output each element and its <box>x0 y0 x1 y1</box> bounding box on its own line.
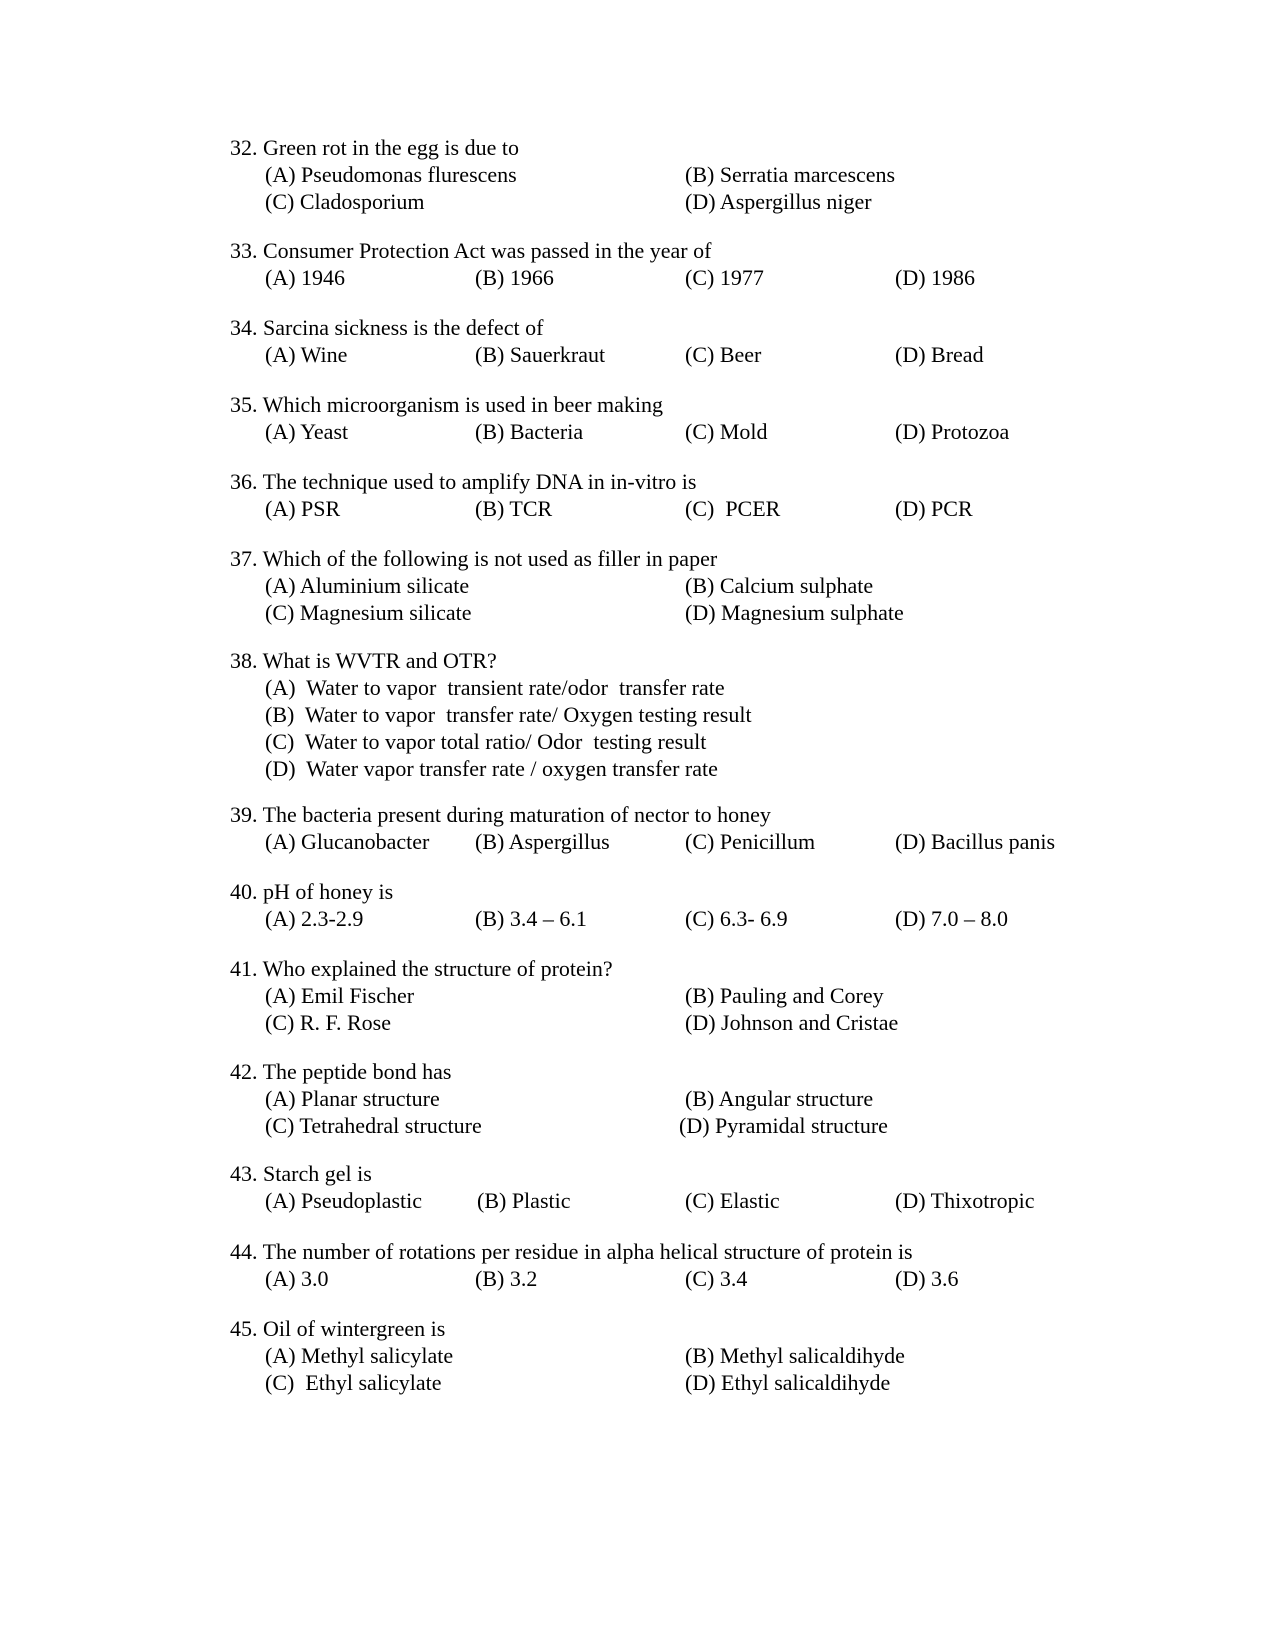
question-number: 45. <box>230 1316 258 1341</box>
option-b: (B) Methyl salicaldihyde <box>685 1343 905 1368</box>
options <box>265 264 1130 291</box>
option-c: (C) Tetrahedral structure <box>265 1113 482 1138</box>
option-d: (D) Bread <box>895 342 984 367</box>
option-d: (D) Bacillus panis <box>895 829 1056 854</box>
question-stem: The peptide bond has <box>262 1059 452 1084</box>
options <box>265 495 1130 522</box>
question-stem: pH of honey is <box>263 879 394 904</box>
question-stem: Consumer Protection Act was passed in the year of <box>263 238 712 263</box>
option-d: (D) Protozoa <box>895 419 1010 444</box>
question-number: 41. <box>230 956 258 981</box>
option-c: (C) Elastic <box>685 1188 780 1213</box>
question-number: 35. <box>230 392 258 417</box>
option-a: (A) Yeast <box>265 419 349 444</box>
option-a: (A) Aluminium silicate <box>265 573 470 598</box>
options <box>265 418 1130 445</box>
option-c: (C) Cladosporium <box>265 189 425 214</box>
options <box>265 905 1130 932</box>
option-c: (C) PCER <box>685 496 781 521</box>
option-c: (C) 1977 <box>685 265 764 290</box>
question-number: 39. <box>230 802 258 827</box>
question-32 <box>230 134 1130 215</box>
option-b: (B) Plastic <box>477 1188 571 1213</box>
question-number: 33. <box>230 238 258 263</box>
question-stem: The bacteria present during maturation of nector to honey <box>262 802 771 827</box>
question-stem: Oil of wintergreen is <box>263 1316 446 1341</box>
options <box>265 1085 1130 1139</box>
option-b: (B) Aspergillus <box>475 829 610 854</box>
question-37 <box>230 545 1130 626</box>
option-b: (B) Calcium sulphate <box>685 573 874 598</box>
question-39 <box>230 801 1130 855</box>
question-42 <box>230 1058 1130 1139</box>
option-a: (A) Planar structure <box>265 1086 440 1111</box>
option-d: (D) Thixotropic <box>895 1188 1035 1213</box>
option-b: (B) Bacteria <box>475 419 584 444</box>
option-b: (B) Angular structure <box>685 1086 874 1111</box>
option-b: (B) 3.2 <box>475 1266 538 1291</box>
question-33 <box>230 237 1130 291</box>
option-c: (C) Magnesium silicate <box>265 600 472 625</box>
option-b: (B) 3.4 – 6.1 <box>475 906 587 931</box>
option-a: (A) Pseudomonas flurescens <box>265 162 517 187</box>
question-43 <box>230 1160 1130 1214</box>
option-b: (B) 1966 <box>475 265 554 290</box>
option-c: (C) Penicillum <box>685 829 816 854</box>
option-b: (B) Sauerkraut <box>475 342 606 367</box>
option-a: (A) Water to vapor transient rate/odor transfer rate <box>265 675 725 700</box>
question-number: 38. <box>230 648 258 673</box>
option-d: (D) Johnson and Cristae <box>685 1010 899 1035</box>
option-c: (C) 3.4 <box>685 1266 748 1291</box>
option-c: (C) R. F. Rose <box>265 1010 391 1035</box>
question-stem: The technique used to amplify DNA in in-vitro is <box>262 469 697 494</box>
option-c: (C) 6.3- 6.9 <box>685 906 788 931</box>
question-number: 44. <box>230 1239 258 1264</box>
options <box>265 161 1130 215</box>
option-d: (D) PCR <box>895 496 973 521</box>
question-40 <box>230 878 1130 932</box>
options <box>265 1265 1130 1292</box>
question-stem: Who explained the structure of protein? <box>262 956 613 981</box>
question-36 <box>230 468 1130 522</box>
question-34 <box>230 314 1130 368</box>
options <box>265 1187 1130 1214</box>
question-stem: The number of rotations per residue in alpha helical structure of protein is <box>262 1239 913 1264</box>
option-b: (B) Serratia marcescens <box>685 162 896 187</box>
question-stem: Starch gel is <box>263 1161 372 1186</box>
option-d: (D) Pyramidal structure <box>679 1113 888 1138</box>
question-stem: Which of the following is not used as filler in paper <box>262 546 718 571</box>
question-41 <box>230 955 1130 1036</box>
question-44 <box>230 1238 1130 1292</box>
question-stem: What is WVTR and OTR? <box>262 648 497 673</box>
option-a: (A) 1946 <box>265 265 346 290</box>
option-a: (A) Wine <box>265 342 348 367</box>
option-b: (B) TCR <box>475 496 553 521</box>
question-45 <box>230 1315 1130 1396</box>
option-d: (D) 1986 <box>895 265 976 290</box>
option-a: (A) Pseudoplastic <box>265 1188 423 1213</box>
question-38 <box>230 647 1130 782</box>
options <box>265 982 1130 1036</box>
question-stem: Which microorganism is used in beer making <box>262 392 664 417</box>
question-number: 37. <box>230 546 258 571</box>
option-c: (C) Mold <box>685 419 768 444</box>
option-b: (B) Pauling and Corey <box>685 983 884 1008</box>
options <box>265 828 1130 855</box>
options <box>265 572 1130 626</box>
option-a: (A) 2.3-2.9 <box>265 906 364 931</box>
option-c: (C) Water to vapor total ratio/ Odor testing result <box>265 729 707 754</box>
question-number: 42. <box>230 1059 258 1084</box>
question-stem: Sarcina sickness is the defect of <box>263 315 544 340</box>
question-number: 43. <box>230 1161 258 1186</box>
option-d: (D) 7.0 – 8.0 <box>895 906 1009 931</box>
option-b: (B) Water to vapor transfer rate/ Oxygen testing result <box>265 702 752 727</box>
option-c: (C) Ethyl salicylate <box>265 1370 442 1395</box>
question-number: 34. <box>230 315 258 340</box>
option-d: (D) Aspergillus niger <box>685 189 872 214</box>
option-c: (C) Beer <box>685 342 762 367</box>
option-a: (A) Emil Fischer <box>265 983 415 1008</box>
question-number: 36. <box>230 469 258 494</box>
option-a: (A) Glucanobacter <box>265 829 430 854</box>
question-35 <box>230 391 1130 445</box>
question-number: 32. <box>230 135 258 160</box>
question-number: 40. <box>230 879 258 904</box>
option-a: (A) PSR <box>265 496 341 521</box>
options <box>265 1342 1130 1396</box>
option-a: (A) 3.0 <box>265 1266 329 1291</box>
option-d: (D) 3.6 <box>895 1266 959 1291</box>
option-a: (A) Methyl salicylate <box>265 1343 454 1368</box>
option-d: (D) Ethyl salicaldihyde <box>685 1370 891 1395</box>
option-d: (D) Magnesium sulphate <box>685 600 904 625</box>
option-d: (D) Water vapor transfer rate / oxygen transfer rate <box>265 756 718 781</box>
options <box>265 341 1130 368</box>
question-stem: Green rot in the egg is due to <box>263 135 519 160</box>
options <box>265 674 1130 782</box>
